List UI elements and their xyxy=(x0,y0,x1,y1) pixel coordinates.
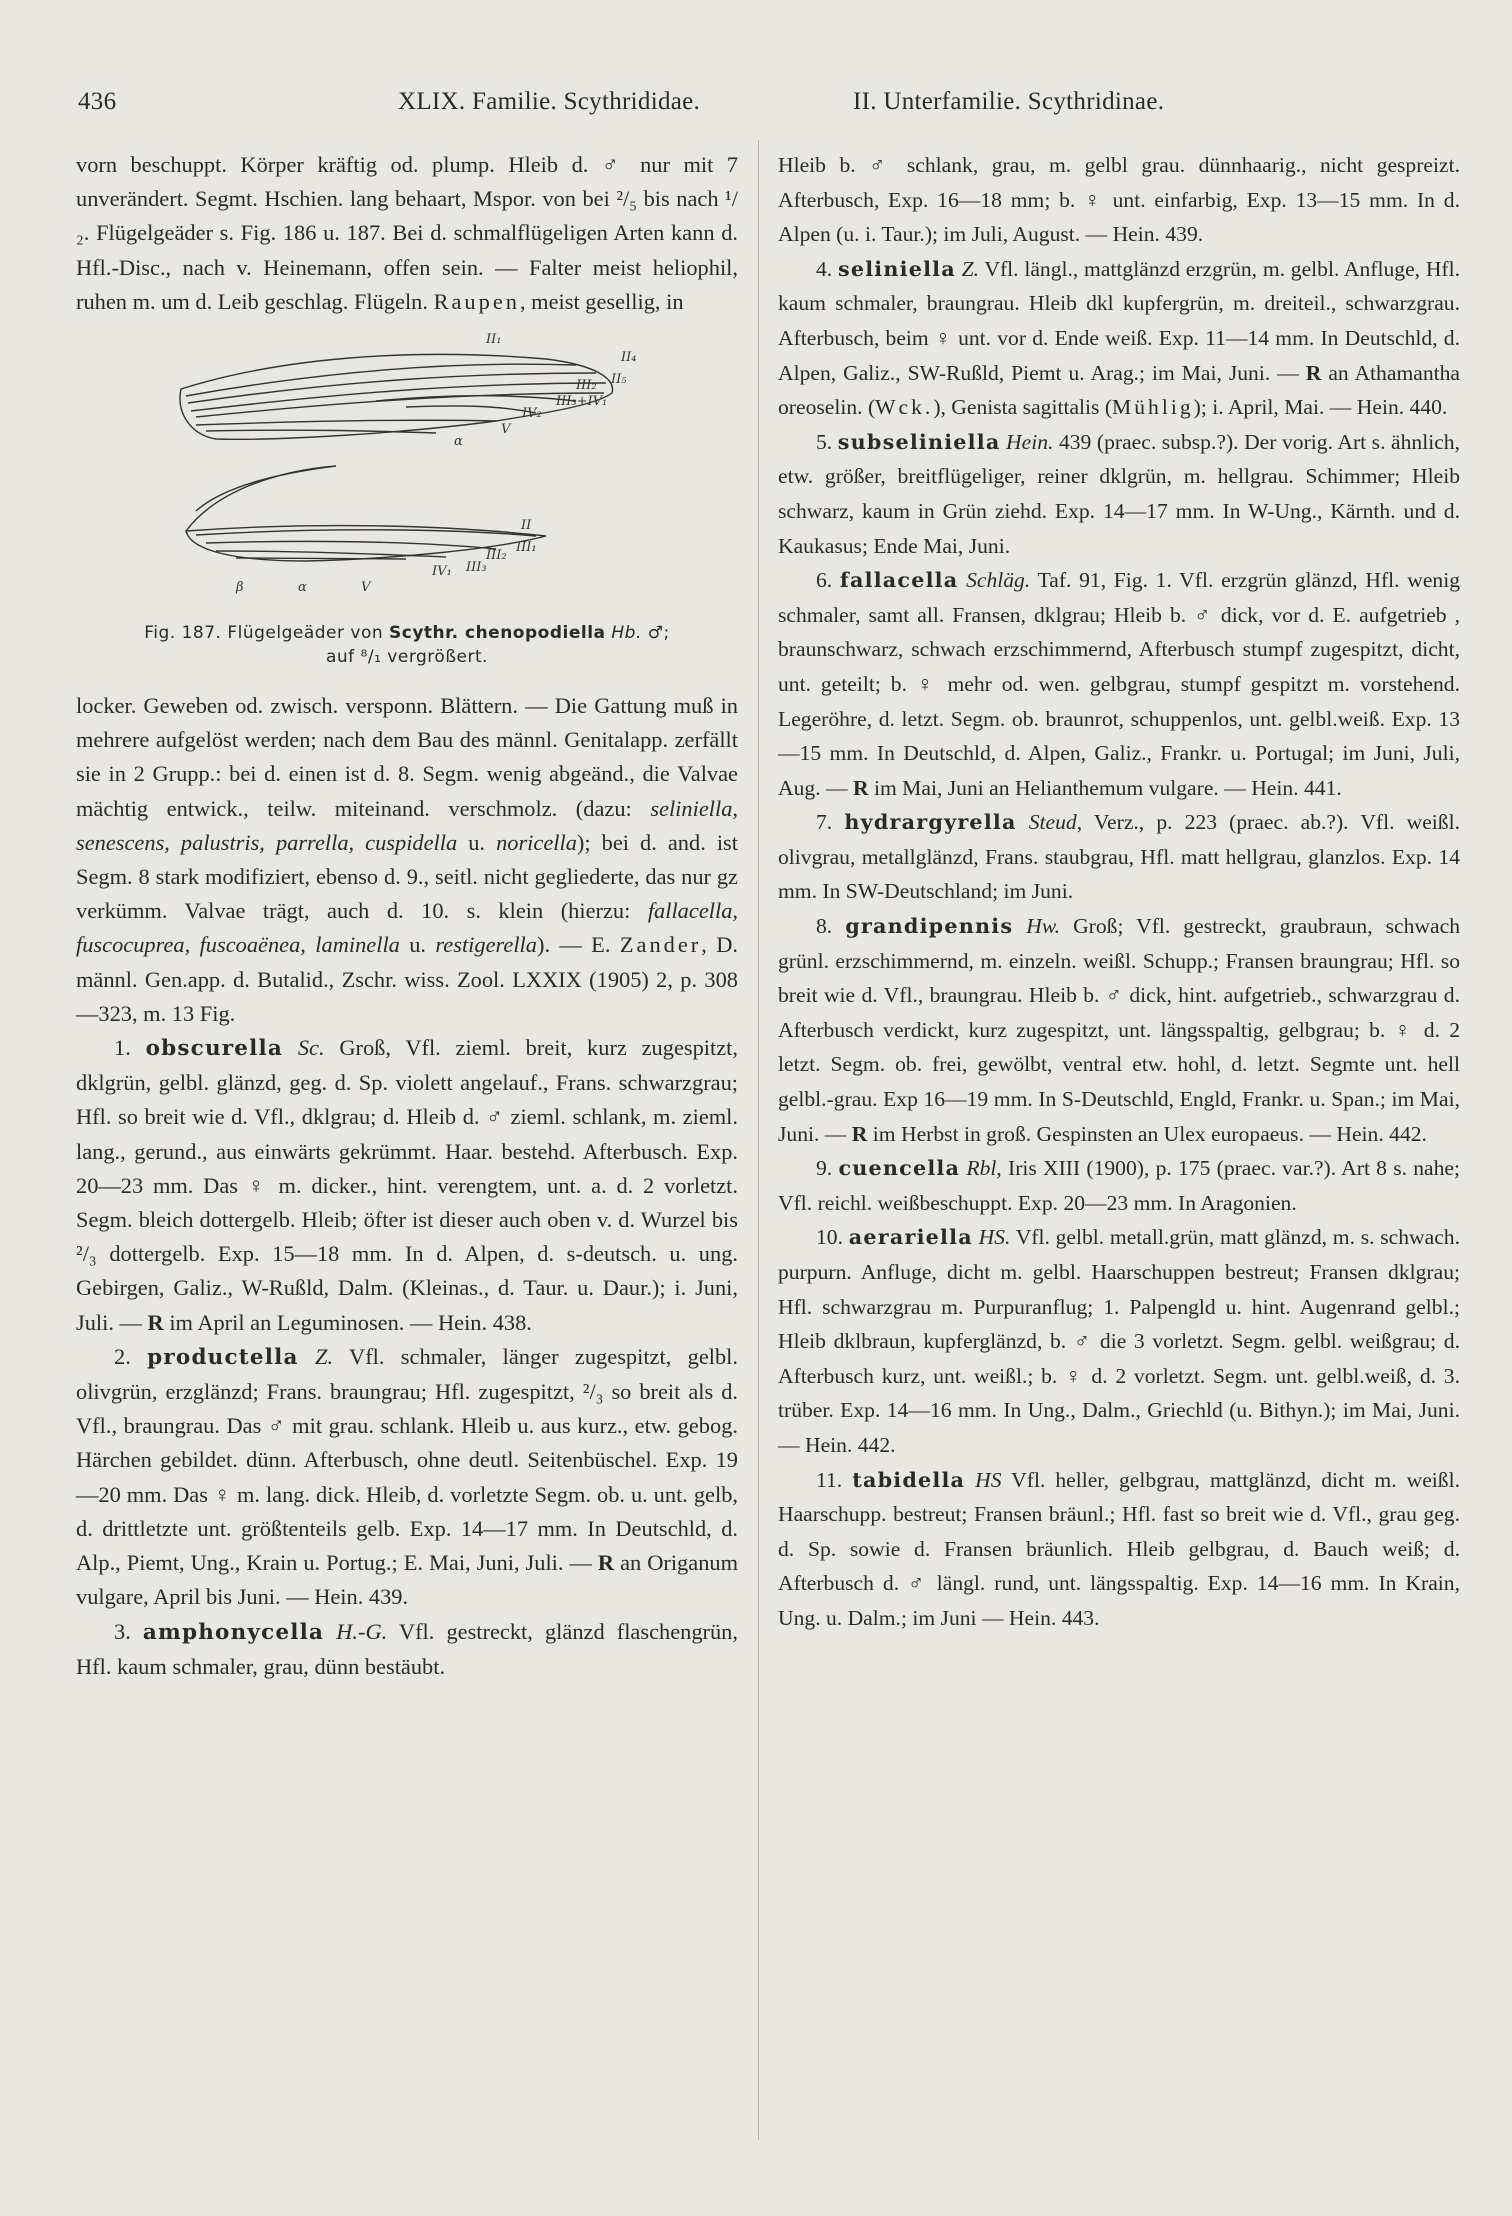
genus-description: vorn beschuppt. Körper kräftig od. plump. Hleib d. ♂ nur mit 7 unverändert. Segmt. Hschien. lang behaart, Mspor. von bei ²/₅ bis nach ¹/₂. Flügelgeäder s. Fig. 186 u. 187. Bei d. schmalflügeligen Arten kann d. Hfl.-Disc., nach v. Heinemann, offen sein. — Falter meist heliophil, ruhen m. um d. Leib geschlag. Flügeln. Raupen, meist gesellig, in xyxy=(76,152,738,314)
vein-label: IV₁ xyxy=(432,564,452,580)
species-name: aerariella xyxy=(848,1225,973,1250)
species-entry-amphonycella-cont: Hleib b. ♂ schlank, grau, m. gelbl grau. dünnhaarig., nicht gespreizt. Afterbusch, Exp. 16—18 mm; b. ♀ unt. einfarbig, Exp. 13—15 mm. In d. Alpen (u. i. Taur.); im Juli, August. — Hein. 439. xyxy=(778,153,1460,247)
species-entry-grandipennis: 8. grandipennis Hw. Groß; Vfl. gestreckt, graubraun, schwach grünl. erzschimmernd, m. einzeln. weißl. Schupp.; Fransen braungrau; Hfl. so breit wie d. Vfl., braungrau. Hleib b. ♂ dick, hint. aufgetrieb., schwarzgrau d. Afterbusch verdickt, kurz zugespitzt, unt. längsspaltig, gelbgrau; b. ♀ d. 2 letzt. Segm. ob. frei, gewölbt, ventral etw. hohl, d. letzt. Segmte unt. hell gelbl.-grau. Exp 16—19 mm. In S-Deutschld, Engld, Frankr. u. Span.; im Mai, Juni. — R im Herbst in groß. Gespinsten an Ulex europaeus. — Hein. 442. xyxy=(778,914,1460,1146)
species-entry-subseliniella: 5. subseliniella Hein. 439 (praec. subsp.?). Der vorig. Art s. ähnlich, etw. größer, breitflügeliger, reiner dklgrün, m. hellgrau. Schimmer; Hleib schwarz, kaum in Grün ziehd. Exp. 14—17 mm. In W-Ung., Kärnth. und d. Kaukasus; Ende Mai, Juni. xyxy=(778,429,1460,558)
left-column xyxy=(76,148,738,1684)
raupen-heading: Raupen xyxy=(433,288,520,314)
species-name: cuencella xyxy=(838,1156,961,1181)
species-entry-tabidella: 11. tabidella HS Vfl. heller, gelbgrau, mattglänzd, dicht m. weißl. Haarschupp. bestreut; Fransen bräunl.; Hfl. fast so breit wie d. Vfl., grau geg. d. Sp. sowie d. Fransen bräunlich. Hleib gelbgrau, d. Bauch weiß; d. Afterbusch d. ♂ längl. rund, unt. längsspaltig. Exp. 14—16 mm. In Krain, Ung. u. Dalm.; im Juni — Hein. 443. xyxy=(778,1467,1460,1630)
species-name: tabidella xyxy=(852,1467,966,1492)
family-title: XLIX. Familie. Scythrididae. xyxy=(398,88,701,115)
species-name: grandipennis xyxy=(845,914,1014,939)
vein-label: V xyxy=(501,422,511,438)
vein-label: III₂ xyxy=(486,548,507,564)
vein-label: III₃ xyxy=(466,560,487,576)
species-name: hydrargyrella xyxy=(844,810,1017,835)
figure-caption: Fig. 187. Flügelgeäder von Scythr. chenopodiella Hb. ♂; auf ⁸/₁ vergrößert. xyxy=(144,623,670,668)
running-header xyxy=(78,88,1458,128)
vein-label: II xyxy=(521,518,532,534)
subfamily-title: II. Unterfamilie. Scythridinae. xyxy=(853,88,1165,115)
species-entry-seliniella: 4. seliniella Z. Vfl. längl., mattglänzd erzgrün, m. gelbl. Anfluge, Hfl. kaum schmaler, braungrau. Hleib dkl kupfergrün, m. dreiteil., schwarzgrau. Afterbusch, beim ♀ unt. vor d. Ende weiß. Exp. 11—14 mm. In Deutschld, d. Alpen, Galiz., SW-Rußld, Piemt u. Arag.; im Mai, Juni. — R an Athamantha oreoselin. (Wck.), Genista sagittalis (Mühlig); i. April, Mai. — Hein. 440. xyxy=(778,256,1461,420)
vein-label: III₃+IV₁ xyxy=(556,394,608,410)
species-entry-productella: 2. productella Z. Vfl. schmaler, länger zugespitzt, gelbl. olivgrün, erzglänzd; Frans. braungrau; Hfl. zugespitzt, ²/₃ so breit als d. Vfl., braungrau. Das ♂ mit grau. schlank. Hleib u. aus kurz., etw. gebog. Härchen gebildet. dünn. Afterbusch, ohne deutl. Seitenbüschel. Exp. 19—20 mm. Das ♀ m. lang. dick. Hleib, d. vorletzte Segm. ob. u. unt. gelb, d. drittletzte unt. größtenteils gelb. Exp. 14—17 mm. In Deutschld, d. Alp., Piemt, Ung., Krain u. Portug.; E. Mai, Juni, Juli. — R an Origanum vulgare, April bis Juni. — Hein. 439. xyxy=(76,1343,738,1610)
species-name: productella xyxy=(147,1344,299,1370)
species-name: fallacella xyxy=(839,568,959,593)
right-column xyxy=(778,148,1460,1636)
vein-label: IV₂ xyxy=(522,406,542,422)
species-entry-amphonycella: 3. amphonycella H.-G. Vfl. gestreckt, glänzd flaschengrün, Hfl. kaum schmaler, grau, dünn bestäubt. xyxy=(76,1618,738,1679)
species-entry-obscurella: 1. obscurella Sc. Groß, Vfl. zieml. breit, kurz zugespitzt, dklgrün, gelbl. glänzd, geg. d. Sp. violett angelauf., Frans. schwarzgrau; Hfl. so breit wie d. Vfl., dklgrau; d. Hleib d. ♂ zieml. schlank, m. zieml. lang., gerund., aus einwärts gekrümmt. Haar. bestehd. Afterbusch. Exp. 20—23 mm. Das ♀ m. dicker., hint. verengtem, unt. a. d. 2 vorletzt. Segm. bleich dottergelb. Hleib; öfter ist dieser auch oben v. d. Wurzel bis ²/₃ dottergelb. Exp. 15—18 mm. In d. Alpen, d. s-deutsch. u. ung. Gebirgen, Galiz., W-Rußld, Dalm. (Kleinas., d. Taur. u. Daur.); i. Juni, Juli. — R im April an Leguminosen. — Hein. 438. xyxy=(76,1035,738,1335)
species-name: subseliniella xyxy=(837,429,1001,454)
vein-label: α xyxy=(454,434,463,450)
wing-venation-drawing xyxy=(76,321,738,621)
vein-label: V xyxy=(361,580,371,596)
genus-notes: locker. Geweben od. zwisch. versponn. Blättern. — Die Gattung muß in mehrere aufgelöst werden; nach dem Bau des männl. Genitalapp. zerfällt sie in 2 Grupp.: bei d. einen ist d. 8. Segm. wenig abgeänd., die Valvae mächtig entwick., teilw. miteinand. verschmolz. (dazu: seliniella, senescens, palustris, parrella, cuspidella u. noricella); bei d. and. ist Segm. 8 stark modifiziert, ebenso d. 9., seitl. nicht gegliederte, das nur gz verkümm. Valvae trägt, auch d. 10. s. klein (hierzu: fallacella, fuscocuprea, fuscoaënea, laminella u. restigerella). — E. Zander, D. männl. Gen.app. d. Butalid., Zschr. wiss. Zool. LXXIX (1905) 2, p. 308—323, m. 13 Fig. xyxy=(76,693,738,1026)
wing-venation-figure xyxy=(76,321,738,681)
species-name: seliniella xyxy=(837,256,956,281)
species-entry-cuencella: 9. cuencella Rbl, Iris XIII (1900), p. 175 (praec. var.?). Art 8 s. nahe; Vfl. reichl. weißbeschuppt. Exp. 20—23 mm. In Aragonien. xyxy=(778,1156,1460,1215)
species-entry-fallacella: 6. fallacella Schläg. Taf. 91, Fig. 1. Vfl. erzgrün glänzd, Hfl. wenig schmaler, samt all. Fransen, dklgrau; Hleib b. ♂ dick, vor d. E. aufgetrieb , braunschwarz, schwach erzschimmernd, Afterbusch stumpf zugespitzt, dicht, unt. geteilt; b. ♀ mehr od. wen. gelbgrau, stumpf gespitzt m. vorstehend. Legeröhre, d. letzt. Segm. ob. braunrot, schuppenlos, unt. gelbl.weiß. Exp. 13—15 mm. In Deutschld, d. Alpen, Galiz., Frankr. u. Portugal; im Juni, Juli, Aug. — R im Mai, Juni an Helianthemum vulgare. — Hein. 441. xyxy=(778,568,1460,800)
vein-label: α xyxy=(298,580,307,596)
species-entry-hydrargyrella: 7. hydrargyrella Steud, Verz., p. 223 (praec. ab.?). Vfl. weißl. olivgrau, metallglänzd, Frans. staubgrau, Hfl. matt hellgrau, glanzlos. Exp. 14 mm. In SW-Deutschland; im Juni. xyxy=(778,810,1460,904)
column-divider xyxy=(758,140,759,2140)
species-entry-aerariella: 10. aerariella HS. Vfl. gelbl. metall.grün, matt glänzd, m. s. schwach. purpurn. Anfluge, dicht m. gelbl. Haarschuppen bestreut; Fransen dklgrau; Hfl. schwarzgrau m. Purpuranflug; 1. Palpengld u. hint. Augenrand gelbl.; Hleib dklbraun, kupferglänzd, b. ♂ die 3 vorletzt. Segm. gelbl. weißgrau; d. Afterbusch kurz, unt. weißl.; b. ♀ d. 2 vorletzt. Segm. unt. gelbl.weiß, d. 3. trüber. Exp. 14—16 mm. In Ung., Dalm., Griechld (u. Bithyn.); im Mai, Juni. — Hein. 442. xyxy=(778,1225,1460,1457)
vein-label: β xyxy=(236,580,244,596)
species-name: amphonycella xyxy=(142,1619,325,1645)
vein-label: II₁ xyxy=(486,332,502,348)
vein-label: III₂ xyxy=(576,378,597,394)
vein-label: II₅ xyxy=(611,372,627,388)
species-name: obscurella xyxy=(145,1036,284,1062)
page-number: 436 xyxy=(78,88,117,115)
vein-label: III₁ xyxy=(516,540,537,556)
vein-label: II₄ xyxy=(621,350,637,366)
